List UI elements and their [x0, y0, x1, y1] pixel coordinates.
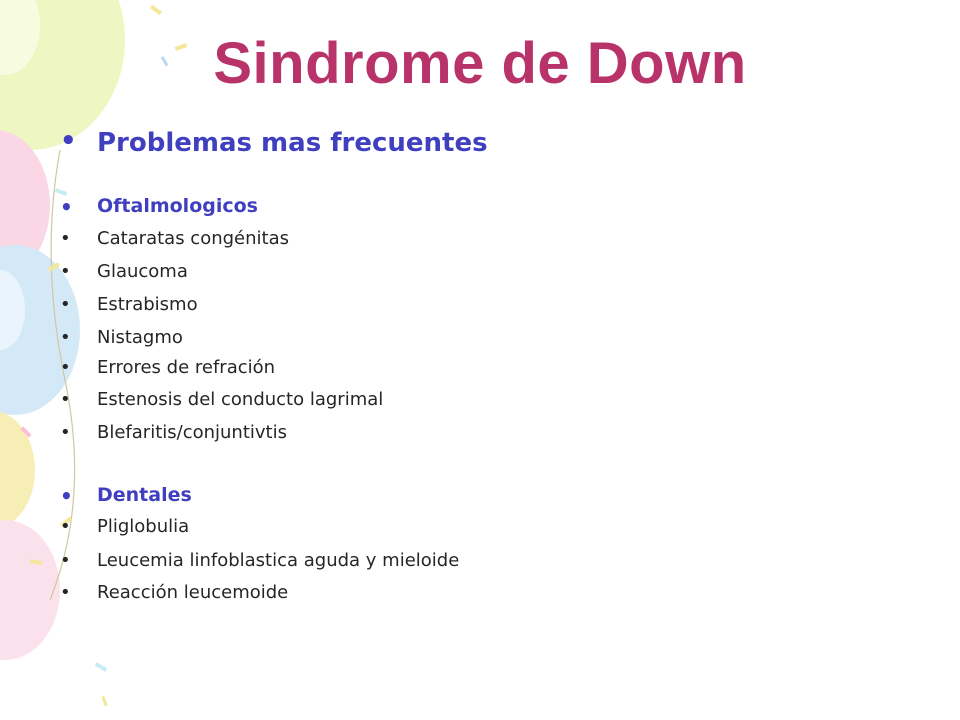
confetti	[95, 662, 107, 671]
list-item-text: Oftalmologicos	[97, 195, 258, 217]
list-item-text: Cataratas congénitas	[97, 228, 289, 249]
bullet-icon: •	[60, 261, 71, 282]
bullet-icon: •	[60, 550, 71, 571]
list-item-text: Nistagmo	[97, 327, 183, 348]
list-item-text: Estrabismo	[97, 294, 198, 315]
bullet-icon: •	[60, 422, 71, 443]
bullet-icon: •	[60, 389, 71, 410]
list-item-text: Estenosis del conducto lagrimal	[97, 389, 384, 410]
bullet-icon: •	[60, 126, 77, 156]
balloon-pink-bottom	[0, 520, 60, 660]
slide-title: Sindrome de Down	[213, 31, 747, 96]
bullet-icon: •	[60, 195, 73, 219]
bullet-icon: •	[60, 357, 71, 378]
list-item-text: Blefaritis/conjuntivtis	[97, 422, 287, 443]
confetti	[150, 5, 162, 15]
confetti	[101, 696, 107, 706]
list-item-text: Glaucoma	[97, 261, 188, 282]
bullet-icon: •	[60, 228, 71, 249]
balloon-yellow	[0, 410, 35, 530]
bullet-icon: •	[60, 327, 71, 348]
bullet-icon: •	[60, 582, 71, 603]
list-item-text: Pliglobulia	[97, 516, 190, 537]
list-item-text: Errores de refración	[97, 357, 276, 378]
bullet-icon: •	[60, 516, 71, 537]
list-item-text: Reacción leucemoide	[97, 582, 289, 603]
bullet-icon: •	[60, 484, 73, 508]
list-item-text: Problemas mas frecuentes	[97, 128, 488, 158]
bullet-icon: •	[60, 294, 71, 315]
list-item-text: Dentales	[97, 484, 192, 506]
list-item-text: Leucemia linfoblastica aguda y mieloide	[97, 550, 460, 571]
